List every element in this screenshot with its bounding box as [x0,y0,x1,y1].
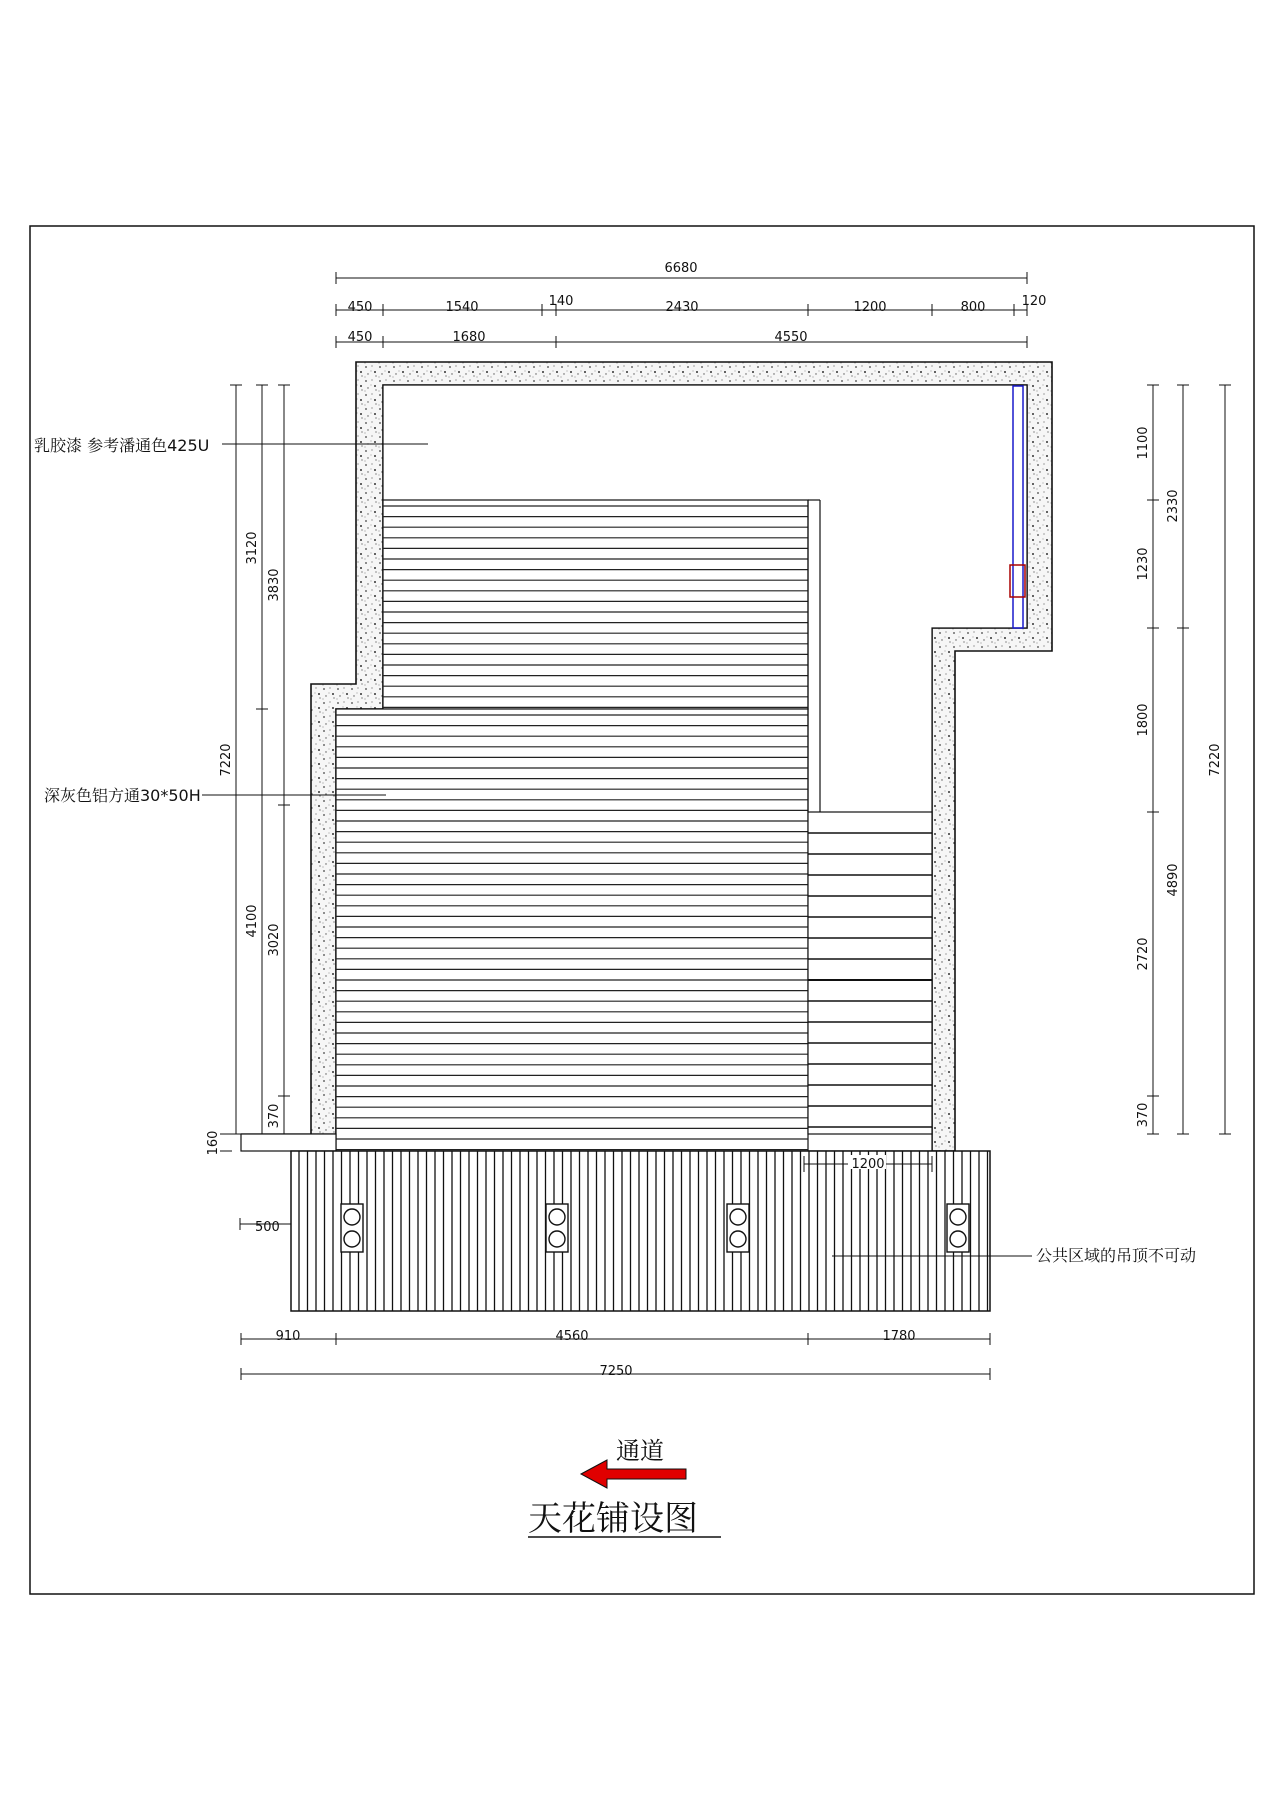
dim-bottom-total: 7250 [599,1364,633,1379]
dim-right-4: 2720 [1136,937,1151,971]
dim-bottom-3: 1780 [882,1329,916,1344]
dim-top-8: 450 [347,330,373,345]
dim-right-5: 370 [1136,1102,1151,1128]
dim-left-inner-3: 370 [267,1103,282,1129]
dim-right-3: 1800 [1136,703,1151,737]
dim-top-2: 1540 [445,300,479,315]
label-public-area: 公共区域的吊顶不可动 [1036,1246,1197,1265]
downlight-icon [947,1204,969,1252]
dim-right-mid-2: 4890 [1166,863,1181,897]
dim-left-outer: 7220 [219,743,234,777]
dim-top-1: 450 [347,300,373,315]
dim-top-10: 4550 [774,330,808,345]
dim-left-inner-2: 3020 [267,923,282,957]
downlight-icon [341,1204,363,1252]
dim-right-2: 1230 [1136,547,1151,581]
dim-bottom-1: 910 [275,1329,301,1344]
dim-top-7: 120 [1021,294,1047,309]
label-latex-paint: 乳胶漆 参考潘通色425U [34,436,210,455]
dim-right-mid-1: 2330 [1166,489,1181,523]
dim-right-outer: 7220 [1208,743,1223,777]
aluminum-tube-upper [383,500,808,709]
base-beam [241,1134,336,1151]
downlight-icon [727,1204,749,1252]
dim-top-4: 2430 [665,300,699,315]
label-aluminum-tube: 深灰色铝方通30*50H [44,786,201,805]
aluminum-tube-lower [336,709,808,1151]
dim-left-mid-1: 3120 [245,531,260,565]
direction-label: 通道 [616,1437,664,1465]
downlight-icon [546,1204,568,1252]
dim-top-3: 140 [548,294,574,309]
dim-right-1: 1100 [1136,426,1151,460]
dim-top-9: 1680 [452,330,486,345]
page-title: 天花铺设图 [528,1499,698,1539]
dim-left-mid-2: 4100 [245,904,260,938]
grille-area [808,812,932,1134]
dim-bottom-2: 4560 [555,1329,589,1344]
dim-top-5: 1200 [853,300,887,315]
dim-grille-width: 1200 [851,1157,885,1172]
dim-beam-depth: 500 [255,1220,280,1235]
dim-left-inner-1: 3830 [267,568,282,602]
dim-top-total: 6680 [664,261,698,276]
dim-left-small: 160 [206,1130,221,1156]
dim-top-6: 800 [960,300,986,315]
